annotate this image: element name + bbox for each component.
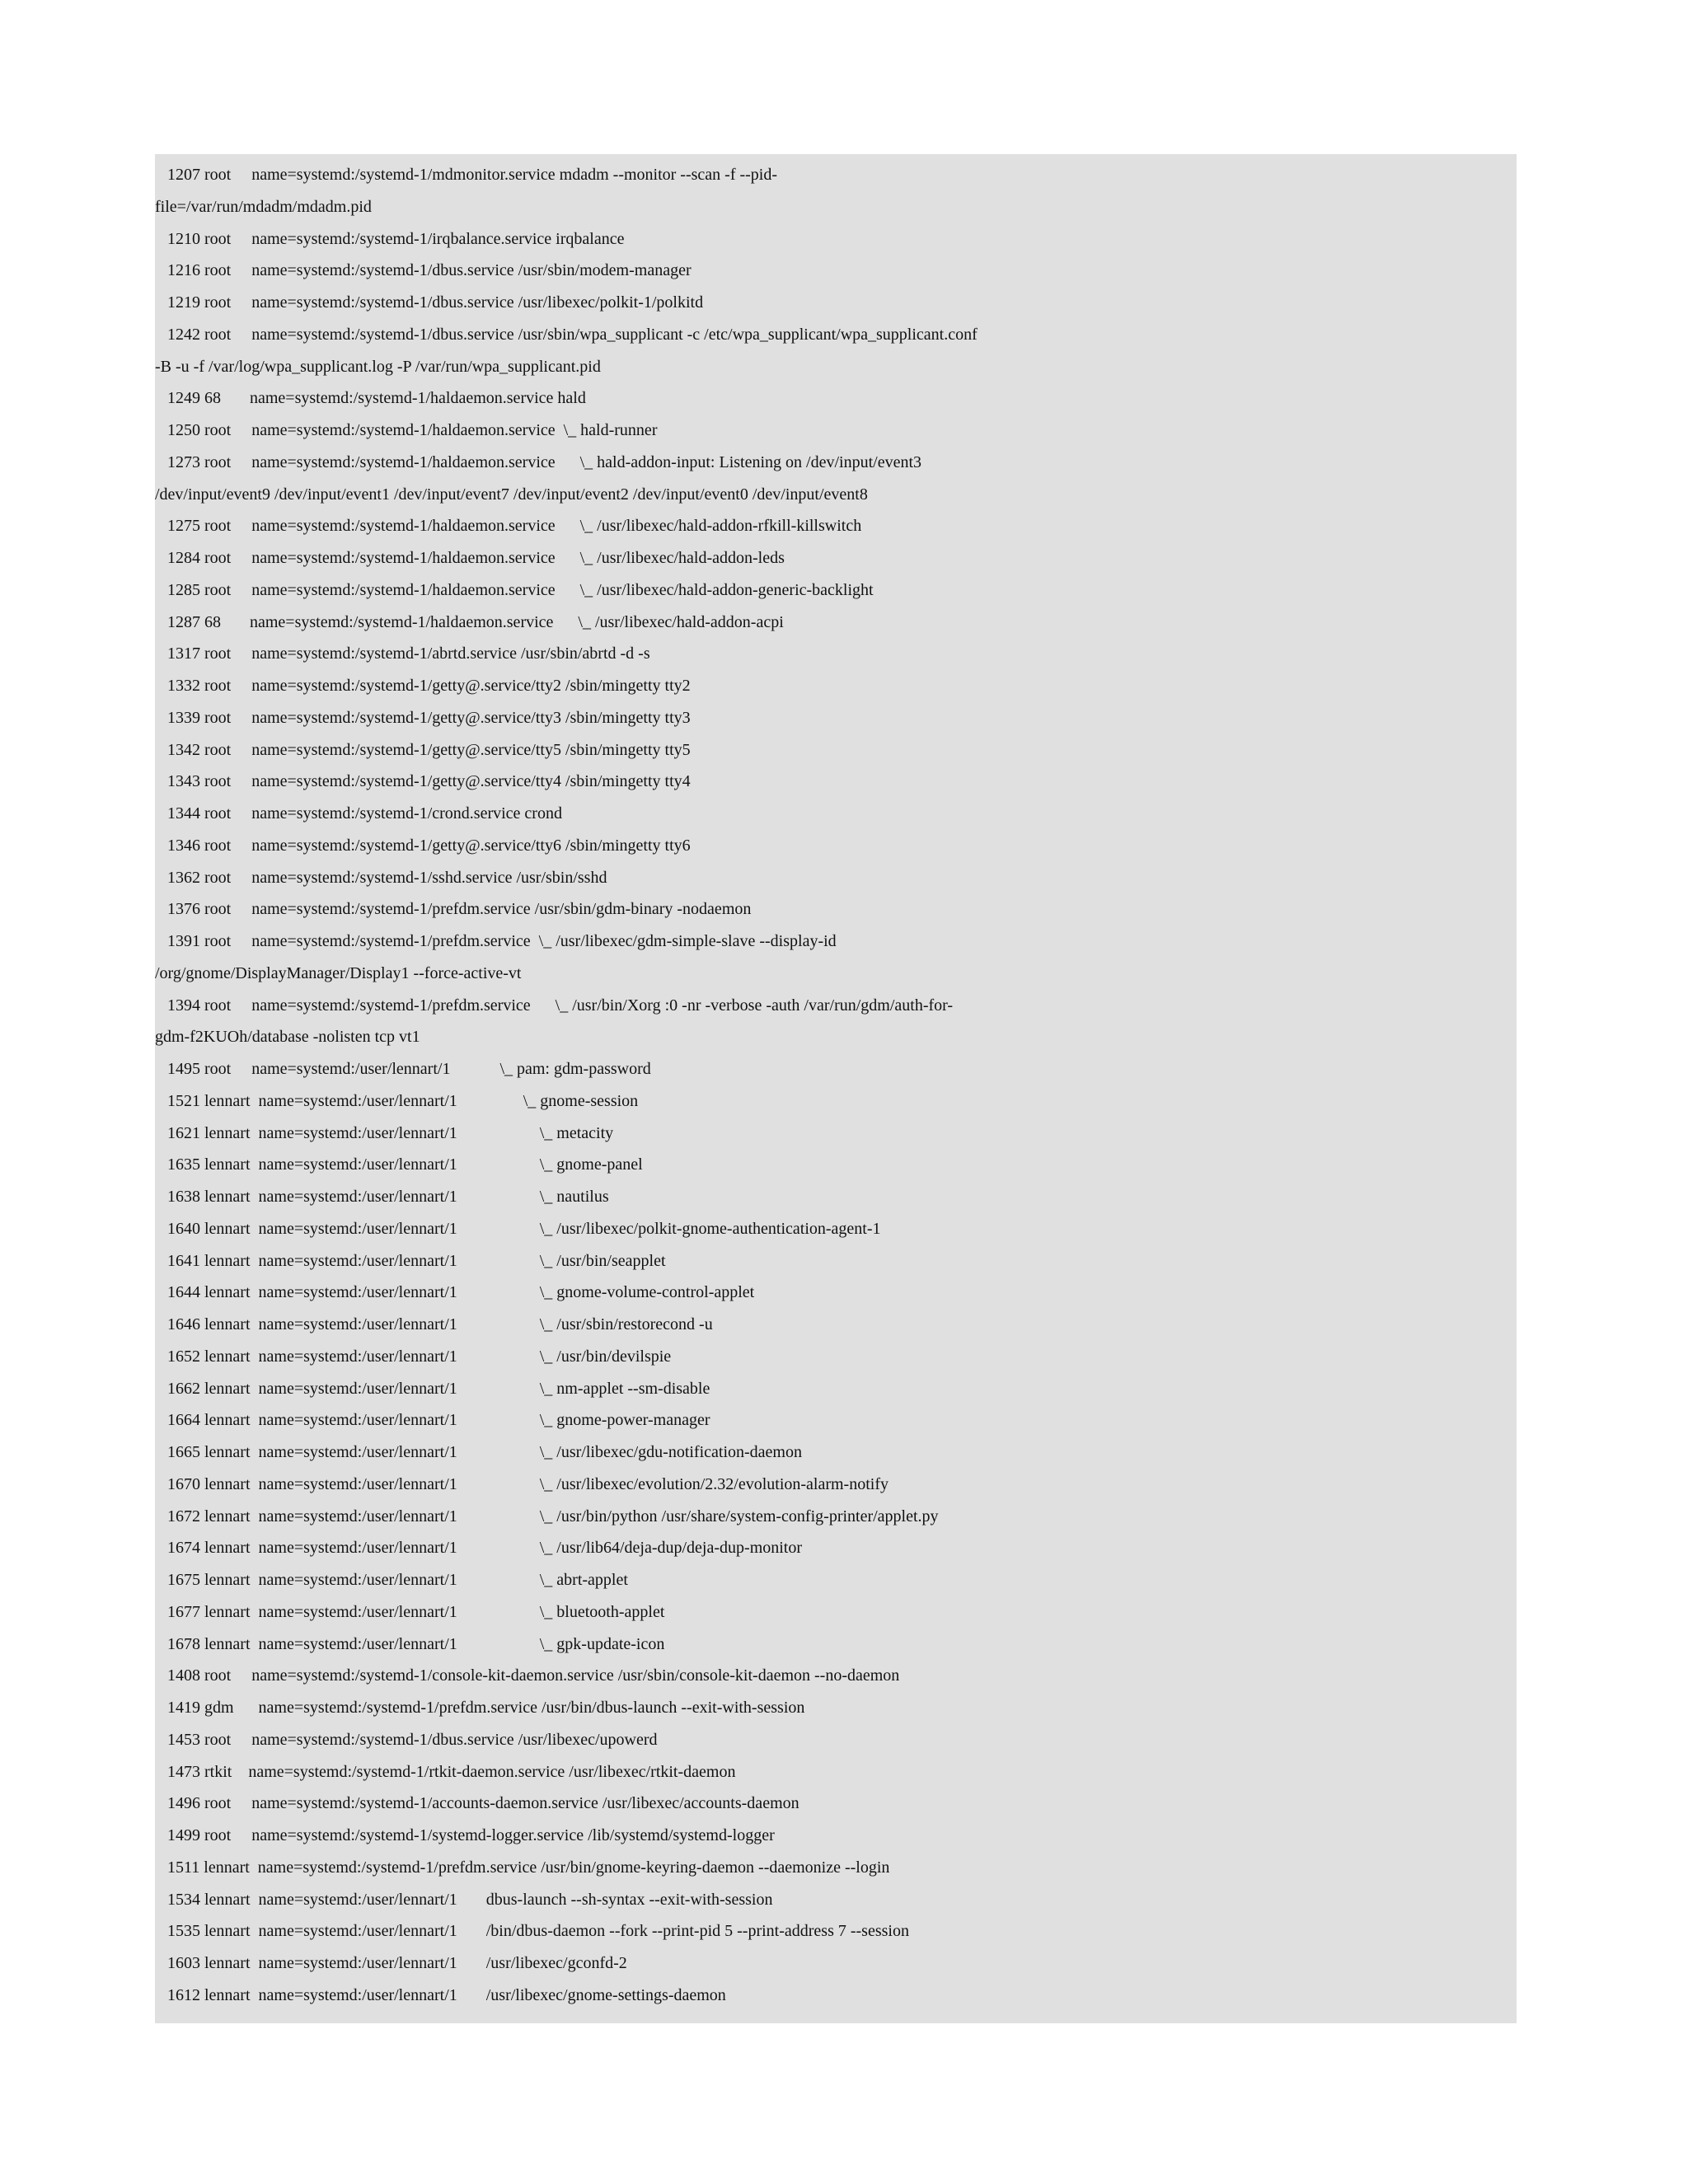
- listing-line: 1287 68 name=systemd:/systemd-1/haldaemon.service \_ /usr/libexec/hald-addon-acpi: [155, 612, 784, 631]
- listing-line: 1275 root name=systemd:/systemd-1/haldaemon.service \_ /usr/libexec/hald-addon-rfkill-killswitch: [155, 517, 862, 536]
- listing-line: file=/var/run/mdadm/mdadm.pid: [155, 197, 372, 216]
- listing-line: 1652 lennart name=systemd:/user/lennart/1 \_ /usr/bin/devilspie: [155, 1347, 672, 1366]
- listing-line: gdm-f2KUOh/database -nolisten tcp vt1: [155, 1028, 420, 1047]
- listing-line: 1665 lennart name=systemd:/user/lennart/1 \_ /usr/libexec/gdu-notification-daemon: [155, 1443, 802, 1461]
- listing-line: 1207 root name=systemd:/systemd-1/mdmonitor.service mdadm --monitor --scan -f --pid-: [155, 166, 778, 184]
- listing-line: 1332 root name=systemd:/systemd-1/getty@.service/tty2 /sbin/mingetty tty2: [155, 677, 691, 695]
- listing-line: 1343 root name=systemd:/systemd-1/getty@.service/tty4 /sbin/mingetty tty4: [155, 772, 691, 791]
- listing-line: 1635 lennart name=systemd:/user/lennart/1 \_ gnome-panel: [155, 1155, 643, 1174]
- listing-line: 1672 lennart name=systemd:/user/lennart/1 \_ /usr/bin/python /usr/share/system-config-printer/applet.py: [155, 1507, 939, 1526]
- listing-line: 1521 lennart name=systemd:/user/lennart/1 \_ gnome-session: [155, 1091, 639, 1110]
- listing-line: 1284 root name=systemd:/systemd-1/haldaemon.service \_ /usr/libexec/hald-addon-leds: [155, 549, 785, 567]
- listing-line: 1408 root name=systemd:/systemd-1/console-kit-daemon.service /usr/sbin/console-kit-daemon --no-daemon: [155, 1666, 900, 1685]
- listing-line: 1346 root name=systemd:/systemd-1/getty@.service/tty6 /sbin/mingetty tty6: [155, 836, 691, 855]
- listing-line: /dev/input/event9 /dev/input/event1 /dev/input/event7 /dev/input/event2 /dev/input/event0 /dev/input/event8: [155, 485, 868, 504]
- listing-line: 1621 lennart name=systemd:/user/lennart/1 \_ metacity: [155, 1123, 614, 1142]
- listing-line: 1394 root name=systemd:/systemd-1/prefdm.service \_ /usr/bin/Xorg :0 -nr -verbose -auth /var/run/gdm/auth-for-: [155, 996, 954, 1015]
- listing-line: 1612 lennart name=systemd:/user/lennart/1 /usr/libexec/gnome-settings-daemon: [155, 1985, 726, 2004]
- listing-line: 1662 lennart name=systemd:/user/lennart/1 \_ nm-applet --sm-disable: [155, 1379, 710, 1398]
- listing-line: 1391 root name=systemd:/systemd-1/prefdm.service \_ /usr/libexec/gdm-simple-slave --display-id: [155, 932, 837, 950]
- listing-line: 1644 lennart name=systemd:/user/lennart/1 \_ gnome-volume-control-applet: [155, 1283, 755, 1302]
- listing-line: 1603 lennart name=systemd:/user/lennart/1 /usr/libexec/gconfd-2: [155, 1954, 627, 1972]
- listing-line: 1249 68 name=systemd:/systemd-1/haldaemon.service hald: [155, 389, 586, 408]
- listing-line: /org/gnome/DisplayManager/Display1 --force-active-vt: [155, 963, 522, 982]
- listing-line: 1242 root name=systemd:/systemd-1/dbus.service /usr/sbin/wpa_supplicant -c /etc/wpa_supplicant/wpa_supplicant.conf: [155, 325, 978, 344]
- listing-line: 1339 root name=systemd:/systemd-1/getty@.service/tty3 /sbin/mingetty tty3: [155, 708, 691, 727]
- listing-line: 1670 lennart name=systemd:/user/lennart/1 \_ /usr/libexec/evolution/2.32/evolution-alarm-notify: [155, 1474, 889, 1493]
- listing-line: 1376 root name=systemd:/systemd-1/prefdm.service /usr/sbin/gdm-binary -nodaemon: [155, 900, 752, 919]
- listing-line: 1473 rtkit name=systemd:/systemd-1/rtkit-daemon.service /usr/libexec/rtkit-daemon: [155, 1762, 736, 1781]
- listing-line: 1640 lennart name=systemd:/user/lennart/1 \_ /usr/libexec/polkit-gnome-authentication-agent-1: [155, 1219, 881, 1238]
- listing-line: 1495 root name=systemd:/user/lennart/1 \_ pam: gdm-password: [155, 1060, 651, 1078]
- listing-line: 1646 lennart name=systemd:/user/lennart/1 \_ /usr/sbin/restorecond -u: [155, 1315, 713, 1333]
- listing-line: 1250 root name=systemd:/systemd-1/haldaemon.service \_ hald-runner: [155, 421, 658, 439]
- listing-line: 1677 lennart name=systemd:/user/lennart/1 \_ bluetooth-applet: [155, 1602, 665, 1621]
- listing-line: 1534 lennart name=systemd:/user/lennart/1 dbus-launch --sh-syntax --exit-with-session: [155, 1890, 773, 1909]
- listing-line: 1273 root name=systemd:/systemd-1/haldaemon.service \_ hald-addon-input: Listening on /dev/input/event3: [155, 452, 921, 471]
- listing-line: 1641 lennart name=systemd:/user/lennart/1 \_ /usr/bin/seapplet: [155, 1251, 666, 1270]
- listing-line: 1511 lennart name=systemd:/systemd-1/prefdm.service /usr/bin/gnome-keyring-daemon --daemonize --login: [155, 1858, 890, 1877]
- listing-line: 1362 root name=systemd:/systemd-1/sshd.service /usr/sbin/sshd: [155, 868, 607, 887]
- listing-line: 1674 lennart name=systemd:/user/lennart/1 \_ /usr/lib64/deja-dup/deja-dup-monitor: [155, 1539, 803, 1558]
- listing-line: 1344 root name=systemd:/systemd-1/crond.service crond: [155, 804, 562, 823]
- listing-line: 1317 root name=systemd:/systemd-1/abrtd.service /usr/sbin/abrtd -d -s: [155, 644, 650, 663]
- listing-line: -B -u -f /var/log/wpa_supplicant.log -P /var/run/wpa_supplicant.pid: [155, 357, 601, 376]
- listing-line: 1285 root name=systemd:/systemd-1/haldaemon.service \_ /usr/libexec/hald-addon-generic-backlight: [155, 580, 874, 599]
- listing-line: 1496 root name=systemd:/systemd-1/accounts-daemon.service /usr/libexec/accounts-daemon: [155, 1794, 799, 1813]
- listing-line: 1664 lennart name=systemd:/user/lennart/1 \_ gnome-power-manager: [155, 1411, 710, 1430]
- listing-line: 1499 root name=systemd:/systemd-1/systemd-logger.service /lib/systemd/systemd-logger: [155, 1826, 775, 1844]
- listing-line: 1675 lennart name=systemd:/user/lennart/1 \_ abrt-applet: [155, 1571, 628, 1589]
- listing-line: 1638 lennart name=systemd:/user/lennart/1 \_ nautilus: [155, 1188, 609, 1206]
- listing-line: 1210 root name=systemd:/systemd-1/irqbalance.service irqbalance: [155, 229, 625, 248]
- listing-line: 1535 lennart name=systemd:/user/lennart/1 /bin/dbus-daemon --fork --print-pid 5 --print-address 7 --session: [155, 1922, 909, 1941]
- listing-line: 1678 lennart name=systemd:/user/lennart/1 \_ gpk-update-icon: [155, 1634, 665, 1653]
- listing-line: 1419 gdm name=systemd:/systemd-1/prefdm.service /usr/bin/dbus-launch --exit-with-session: [155, 1699, 805, 1717]
- process-listing: [155, 154, 1517, 2023]
- listing-line: 1216 root name=systemd:/systemd-1/dbus.service /usr/sbin/modem-manager: [155, 261, 692, 280]
- listing-line: 1453 root name=systemd:/systemd-1/dbus.service /usr/libexec/upowerd: [155, 1730, 658, 1749]
- listing-line: 1342 root name=systemd:/systemd-1/getty@.service/tty5 /sbin/mingetty tty5: [155, 740, 691, 759]
- listing-line: 1219 root name=systemd:/systemd-1/dbus.service /usr/libexec/polkit-1/polkitd: [155, 293, 704, 312]
